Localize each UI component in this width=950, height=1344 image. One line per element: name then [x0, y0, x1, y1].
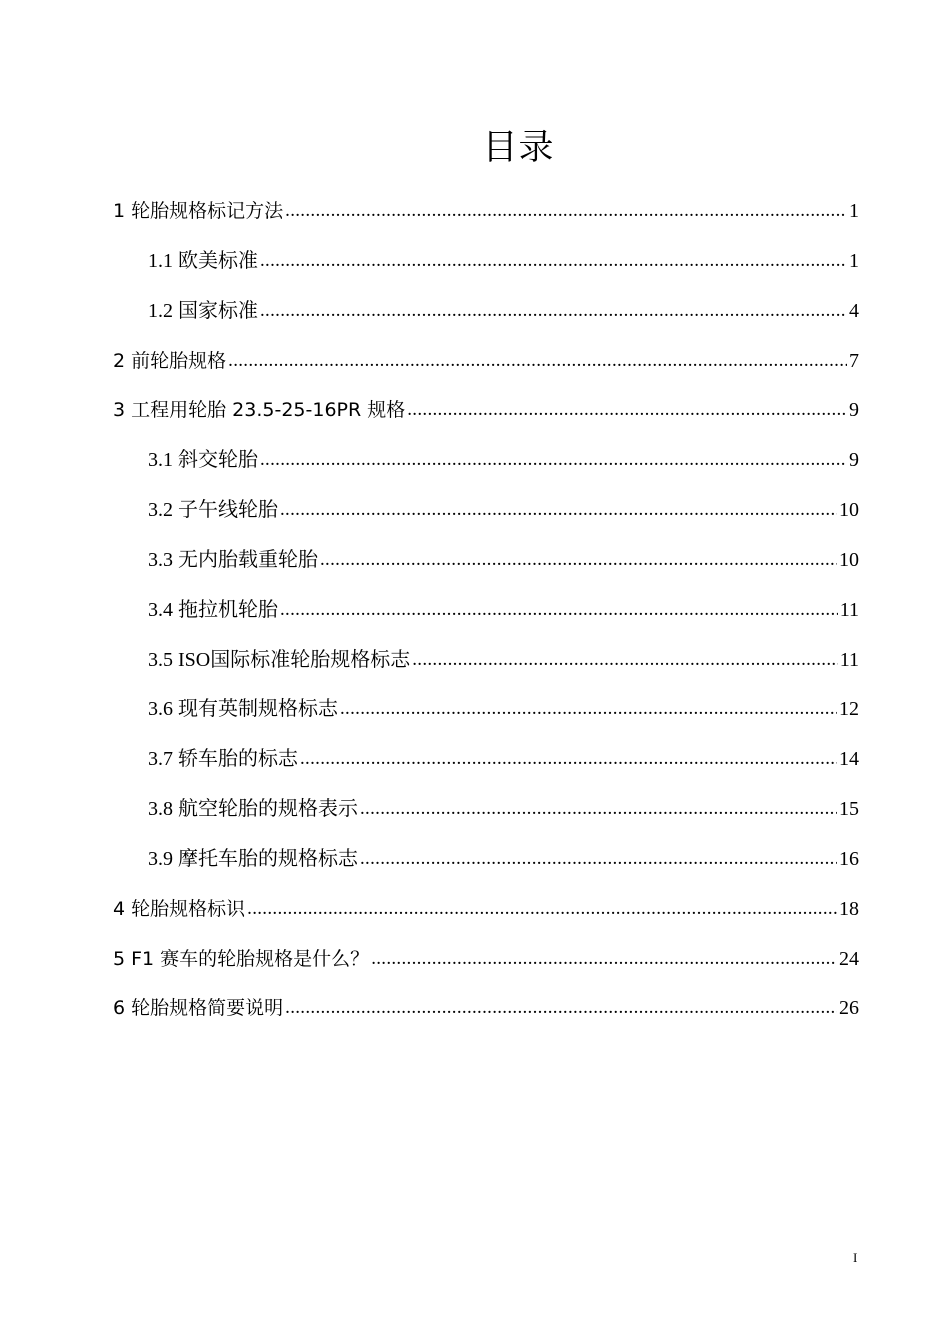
toc-entry-page: 1 [849, 250, 859, 272]
toc-entry-page: 10 [839, 499, 859, 521]
toc-entry[interactable] [148, 742, 859, 772]
dot-leader [320, 547, 837, 573]
toc-entry[interactable] [148, 443, 859, 473]
toc-entry[interactable] [148, 493, 859, 523]
toc-entry-page: 9 [849, 449, 859, 471]
toc-entry-page: 16 [839, 848, 859, 870]
dot-leader [360, 846, 837, 872]
toc-entry-page: 7 [849, 350, 859, 372]
toc-entry-title: 4 轮胎规格标识 [113, 898, 246, 920]
dot-leader [260, 447, 847, 473]
toc-entry-page: 26 [839, 997, 859, 1019]
toc-entry-title: 1.2 国家标准 [148, 300, 258, 322]
dot-leader [285, 995, 837, 1021]
toc-entry-page: 12 [839, 698, 859, 720]
toc-entry-title: 1 轮胎规格标记方法 [113, 200, 284, 222]
dot-leader [300, 746, 837, 772]
dot-leader [280, 597, 838, 623]
toc-entry-page: 11 [839, 599, 859, 621]
toc-entry-page: 24 [839, 948, 859, 970]
toc-entry-title: 1.1 欧美标准 [148, 250, 258, 272]
toc-entry[interactable] [148, 294, 859, 324]
toc-entry[interactable] [113, 344, 859, 374]
dot-leader [247, 896, 837, 922]
dot-leader [360, 796, 837, 822]
toc-entry[interactable] [148, 244, 859, 274]
toc-entry[interactable] [148, 593, 859, 623]
toc-entry-page: 4 [849, 300, 859, 322]
toc-entry[interactable] [148, 643, 859, 673]
dot-leader [260, 248, 847, 274]
toc-entry-title: 3.1 斜交轮胎 [148, 449, 258, 471]
toc-entry-page: 11 [839, 649, 859, 671]
dot-leader [407, 397, 847, 423]
page-number: I [853, 1250, 858, 1265]
page-title: 目录 [482, 128, 555, 168]
toc-entry-title: 3 工程用轮胎 23.5-25-16PR 规格 [113, 399, 406, 421]
dot-leader [260, 298, 847, 324]
toc-entry-page: 14 [839, 748, 859, 770]
toc-entry-page: 10 [839, 549, 859, 571]
toc-entry-title: 3.8 航空轮胎的规格表示 [148, 798, 358, 820]
toc-entry-title: 3.4 拖拉机轮胎 [148, 599, 278, 621]
dot-leader [412, 647, 838, 673]
toc-entry-title: 3.3 无内胎载重轮胎 [148, 549, 318, 571]
toc-entry[interactable] [113, 194, 859, 224]
toc-entry[interactable] [113, 942, 859, 972]
toc-entry-page: 15 [839, 798, 859, 820]
toc-entry[interactable] [148, 543, 859, 573]
dot-leader [280, 497, 837, 523]
toc-entry-title: 6 轮胎规格简要说明 [113, 997, 284, 1019]
dot-leader [340, 696, 837, 722]
toc-entry-title: 3.7 轿车胎的标志 [148, 748, 298, 770]
toc-entry-title: 3.2 子午线轮胎 [148, 499, 278, 521]
toc-entry-title: 3.5 ISO国际标准轮胎规格标志 [148, 649, 411, 671]
toc-entry-title: 3.6 现有英制规格标志 [148, 698, 338, 720]
toc-entry[interactable] [148, 692, 859, 722]
toc-entry-page: 1 [849, 200, 859, 222]
toc-entry[interactable] [113, 991, 859, 1021]
toc-entry-page: 18 [839, 898, 859, 920]
toc-entry[interactable] [113, 892, 859, 922]
dot-leader [285, 198, 847, 224]
dot-leader [228, 348, 847, 374]
toc-entry[interactable] [113, 393, 859, 423]
toc-entry[interactable] [148, 842, 859, 872]
toc-entry-title: 5 F1 赛车的轮胎规格是什么？ [113, 948, 370, 970]
dot-leader [371, 946, 837, 972]
toc-entry[interactable] [148, 792, 859, 822]
toc-entry-page: 9 [849, 399, 859, 421]
toc-entry-title: 3.9 摩托车胎的规格标志 [148, 848, 358, 870]
toc-entry-title: 2 前轮胎规格 [113, 350, 227, 372]
